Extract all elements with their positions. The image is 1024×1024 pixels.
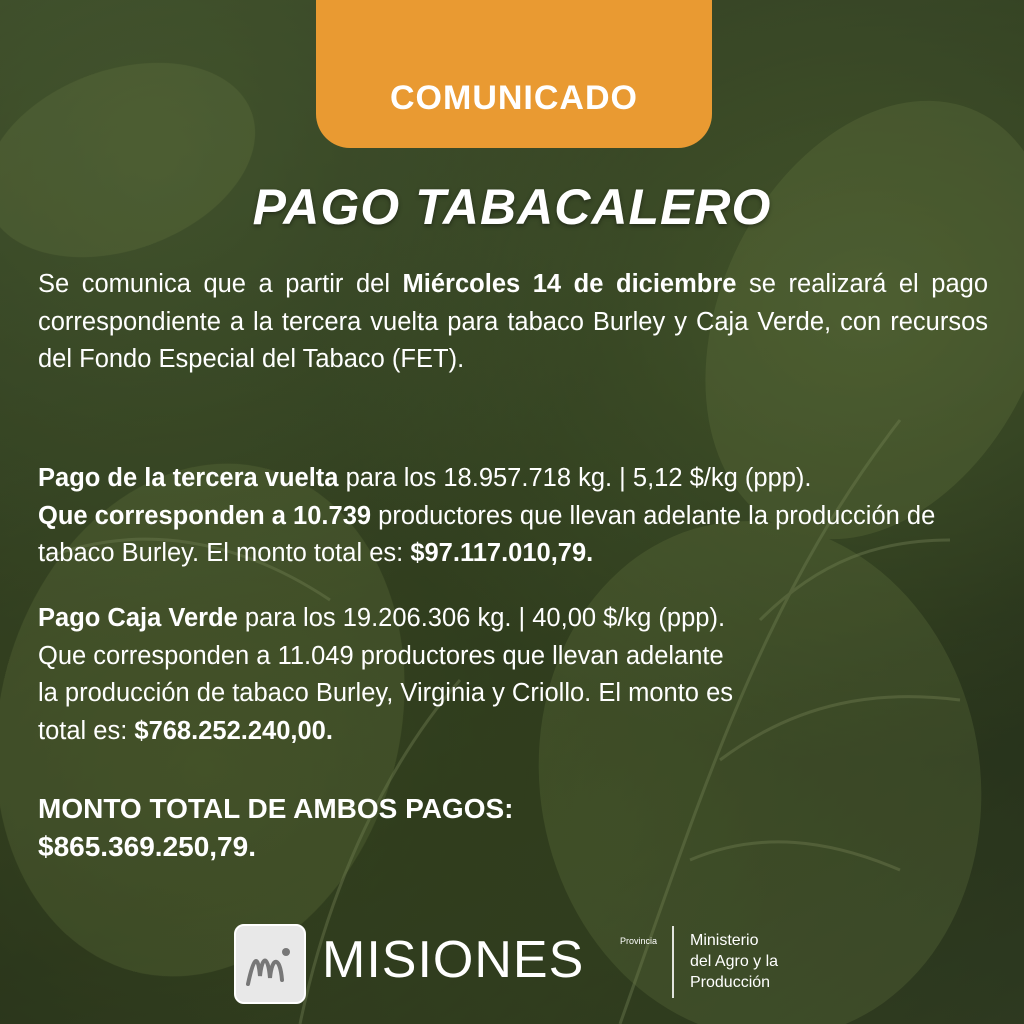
third-round-heading: Pago de la tercera vuelta (38, 464, 339, 492)
caja-verde-paragraph (38, 600, 988, 750)
third-round-paragraph (38, 460, 988, 573)
comunicado-badge (316, 0, 712, 148)
ministry-line2: del Agro y la (690, 953, 779, 970)
page-title: PAGO TABACALERO (252, 179, 772, 235)
intro-paragraph (38, 266, 988, 379)
intro-text: Se comunica que a partir del (38, 270, 403, 298)
caja-verde-line4: total es: (38, 716, 135, 745)
grand-total-label: MONTO TOTAL DE AMBOS PAGOS: (38, 793, 514, 824)
badge-label: COMUNICADO (390, 79, 638, 117)
caja-verde-line3: la producción de tabaco Burley, Virginia y Criollo. El monto es (38, 679, 733, 707)
intro-rest: se realizará el pago correspondiente a la tercera vuelta para tabaco Burley y Caja Verde, con recursos del Fondo Especial del Tabaco (FET). (38, 270, 989, 373)
caja-verde-line2: Que corresponden a 11.049 productores que llevan adelante (38, 641, 724, 670)
caja-verde-heading: Pago Caja Verde (38, 604, 238, 632)
payment-date: Miércoles 14 de diciembre (402, 270, 737, 298)
ministry-name (690, 930, 778, 993)
ministry-line3: Producción (690, 974, 771, 991)
third-round-producers: Que corresponden a 10.739 (38, 501, 372, 530)
third-round-amount: $97.117.010,79. (410, 539, 594, 567)
brand-superscript: Provincia (620, 936, 658, 946)
grand-total-amount: $865.369.250,79. (38, 831, 256, 862)
footer-divider (672, 926, 674, 998)
misiones-logo-icon (234, 924, 306, 1004)
third-round-kg: para los 18.957.718 kg. | 5,12 $/kg (ppp). (338, 464, 812, 492)
ministry-line1: Ministerio (690, 932, 759, 949)
misiones-brand: MISIONES (322, 931, 585, 989)
caja-verde-amount: $768.252.240,00. (134, 716, 333, 745)
footer-logos (234, 922, 794, 1002)
third-round-description: productores que llevan adelante la producción de tabaco Burley. El monto total es: (38, 501, 936, 567)
grand-total (38, 790, 514, 866)
caja-verde-kg: para los 19.206.306 kg. | 40,00 $/kg (ppp). (237, 604, 726, 632)
